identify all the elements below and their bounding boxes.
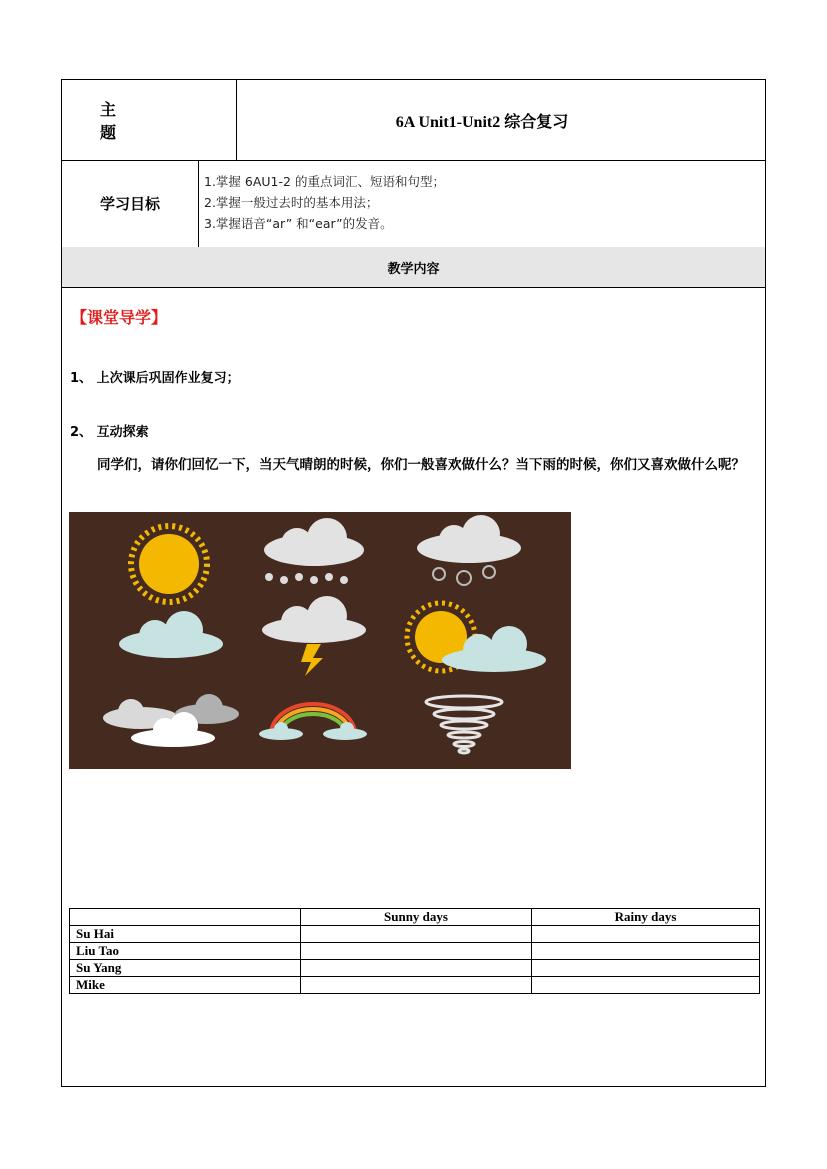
item-interactive-explore: 2、 互动探索 [70,425,149,440]
section-title: 【课堂导学】 [71,308,168,327]
table-cell[interactable] [532,960,760,977]
table-row [70,926,760,943]
table-row [70,943,760,960]
topic-row [62,80,765,161]
topic-value: 6A Unit1-Unit2 综合复习 [395,113,569,131]
goal-item: 2.掌握一般过去时的基本用法； [204,195,379,210]
sun-behind-cloud-icon [407,603,546,672]
goal-item: 1.掌握 6AU1-2 的重点词汇、短语和句型； [204,174,445,189]
table-cell: Su Hai [70,926,301,943]
cloud-icon [119,611,223,658]
snow-cloud-icon [417,515,521,585]
table-cell[interactable] [301,977,532,994]
goal-item: 3.掌握语音“ar” 和“ear”的发音。 [204,216,393,231]
table-header-cell [70,909,301,926]
content-header-row [62,247,765,288]
table-header-row [70,909,760,926]
table-row [70,977,760,994]
table-header-cell: Rainy days [532,909,760,926]
table-cell[interactable] [532,977,760,994]
content-header: 教学内容 [387,261,440,277]
weather-icons-image [69,512,571,769]
table-cell[interactable] [532,943,760,960]
table-cell: Mike [70,977,301,994]
rain-cloud-icon [264,518,364,584]
weather-activity-table [69,908,760,994]
table-cell: Su Yang [70,960,301,977]
table-header-cell: Sunny days [301,909,532,926]
tornado-icon [426,696,502,753]
item-homework-review: 1、 上次课后巩固作业复习； [70,371,240,386]
table-cell[interactable] [301,960,532,977]
sun-icon [131,526,207,602]
goals-list [204,171,759,234]
table-cell[interactable] [301,926,532,943]
table-cell[interactable] [301,943,532,960]
rainbow-icon [259,704,367,740]
goals-row [62,160,765,248]
topic-label: 主 题 [62,80,237,160]
table-cell[interactable] [532,926,760,943]
thunder-cloud-icon [262,596,366,676]
table-row [70,960,760,977]
question-paragraph: 同学们，请你们回忆一下，当天气晴朗的时候，你们一般喜欢做什么？当下雨的时候，你们又喜欢做什么呢？ [97,457,745,473]
table-cell: Liu Tao [70,943,301,960]
overcast-clouds-icon [103,694,239,747]
goals-label: 学习目标 [62,160,199,247]
